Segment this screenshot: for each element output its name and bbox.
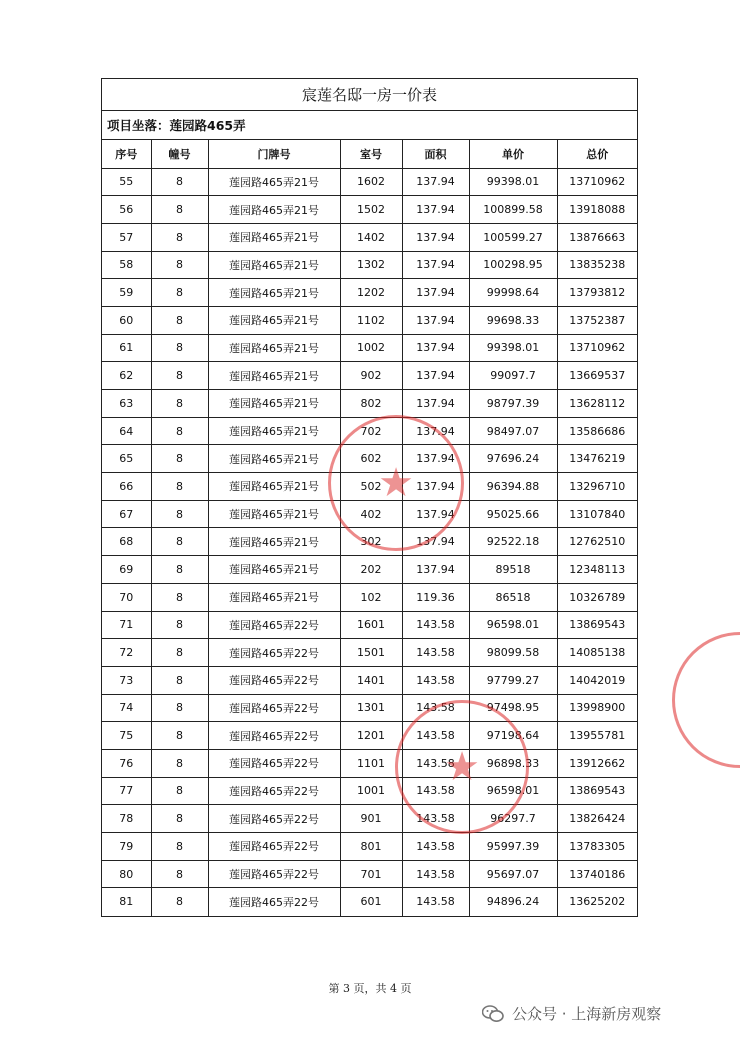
cell-seq: 64 <box>102 417 151 445</box>
cell-address: 莲园路465弄21号 <box>208 528 340 556</box>
cell-seq: 79 <box>102 833 151 861</box>
cell-unit-price: 96394.88 <box>469 473 557 501</box>
cell-room: 1601 <box>340 611 402 639</box>
cell-address: 莲园路465弄22号 <box>208 833 340 861</box>
table-row <box>102 583 637 611</box>
cell-building: 8 <box>151 833 208 861</box>
cell-seq: 67 <box>102 500 151 528</box>
cell-area: 137.94 <box>402 279 469 307</box>
cell-building: 8 <box>151 196 208 224</box>
cell-building: 8 <box>151 611 208 639</box>
cell-unit-price: 98497.07 <box>469 417 557 445</box>
cell-room: 1201 <box>340 722 402 750</box>
cell-room: 402 <box>340 500 402 528</box>
cell-seq: 62 <box>102 362 151 390</box>
cell-area: 137.94 <box>402 417 469 445</box>
header-area: 面积 <box>402 140 469 168</box>
cell-total-price: 12762510 <box>557 528 637 556</box>
cell-address: 莲园路465弄21号 <box>208 334 340 362</box>
cell-total-price: 13625202 <box>557 888 637 916</box>
header-room: 室号 <box>340 140 402 168</box>
cell-total-price: 13869543 <box>557 777 637 805</box>
cell-seq: 73 <box>102 666 151 694</box>
cell-building: 8 <box>151 417 208 445</box>
cell-seq: 72 <box>102 639 151 667</box>
cell-address: 莲园路465弄22号 <box>208 694 340 722</box>
cell-total-price: 13783305 <box>557 833 637 861</box>
table-title: 宸莲名邸一房一价表 <box>102 79 637 111</box>
cell-total-price: 13476219 <box>557 445 637 473</box>
cell-room: 502 <box>340 473 402 501</box>
cell-building: 8 <box>151 777 208 805</box>
cell-total-price: 13752387 <box>557 306 637 334</box>
cell-address: 莲园路465弄21号 <box>208 306 340 334</box>
cell-unit-price: 92522.18 <box>469 528 557 556</box>
cell-building: 8 <box>151 860 208 888</box>
cell-address: 莲园路465弄22号 <box>208 805 340 833</box>
cell-room: 1202 <box>340 279 402 307</box>
cell-area: 137.94 <box>402 196 469 224</box>
cell-address: 莲园路465弄22号 <box>208 749 340 777</box>
cell-building: 8 <box>151 279 208 307</box>
table-row <box>102 279 637 307</box>
cell-building: 8 <box>151 666 208 694</box>
cell-seq: 63 <box>102 390 151 418</box>
cell-area: 143.58 <box>402 860 469 888</box>
table-row <box>102 777 637 805</box>
cell-total-price: 13628112 <box>557 390 637 418</box>
cell-total-price: 13710962 <box>557 168 637 196</box>
cell-unit-price: 95025.66 <box>469 500 557 528</box>
table-row <box>102 196 637 224</box>
header-unit-price: 单价 <box>469 140 557 168</box>
cell-area: 119.36 <box>402 583 469 611</box>
cell-building: 8 <box>151 805 208 833</box>
cell-seq: 70 <box>102 583 151 611</box>
cell-room: 302 <box>340 528 402 556</box>
cell-unit-price: 97498.95 <box>469 694 557 722</box>
cell-seq: 59 <box>102 279 151 307</box>
cell-seq: 66 <box>102 473 151 501</box>
cell-total-price: 13740186 <box>557 860 637 888</box>
cell-unit-price: 95697.07 <box>469 860 557 888</box>
cell-building: 8 <box>151 334 208 362</box>
cell-address: 莲园路465弄22号 <box>208 722 340 750</box>
table-header-row <box>102 140 637 168</box>
cell-address: 莲园路465弄21号 <box>208 500 340 528</box>
cell-building: 8 <box>151 362 208 390</box>
cell-unit-price: 96598.01 <box>469 777 557 805</box>
cell-seq: 75 <box>102 722 151 750</box>
wechat-icon <box>482 1005 504 1023</box>
cell-area: 137.94 <box>402 473 469 501</box>
cell-address: 莲园路465弄21号 <box>208 583 340 611</box>
cell-room: 1402 <box>340 223 402 251</box>
cell-unit-price: 96297.7 <box>469 805 557 833</box>
cell-address: 莲园路465弄21号 <box>208 223 340 251</box>
cell-seq: 58 <box>102 251 151 279</box>
cell-room: 1101 <box>340 749 402 777</box>
cell-area: 137.94 <box>402 500 469 528</box>
cell-seq: 76 <box>102 749 151 777</box>
cell-building: 8 <box>151 639 208 667</box>
cell-area: 143.58 <box>402 833 469 861</box>
cell-unit-price: 100599.27 <box>469 223 557 251</box>
page-footer: 第 3 页，共 4 页 <box>328 982 412 995</box>
table-row <box>102 306 637 334</box>
cell-room: 702 <box>340 417 402 445</box>
cell-room: 202 <box>340 556 402 584</box>
table-row <box>102 639 637 667</box>
cell-address: 莲园路465弄21号 <box>208 362 340 390</box>
cell-seq: 71 <box>102 611 151 639</box>
cell-seq: 65 <box>102 445 151 473</box>
cell-building: 8 <box>151 390 208 418</box>
cell-room: 1302 <box>340 251 402 279</box>
cell-address: 莲园路465弄21号 <box>208 196 340 224</box>
cell-building: 8 <box>151 251 208 279</box>
cell-address: 莲园路465弄22号 <box>208 777 340 805</box>
table-row <box>102 833 637 861</box>
cell-area: 137.94 <box>402 445 469 473</box>
cell-area: 137.94 <box>402 306 469 334</box>
cell-seq: 60 <box>102 306 151 334</box>
table-row <box>102 223 637 251</box>
cell-area: 143.58 <box>402 639 469 667</box>
cell-total-price: 13826424 <box>557 805 637 833</box>
cell-total-price: 13955781 <box>557 722 637 750</box>
cell-total-price: 13869543 <box>557 611 637 639</box>
cell-unit-price: 94896.24 <box>469 888 557 916</box>
cell-room: 902 <box>340 362 402 390</box>
cell-area: 137.94 <box>402 223 469 251</box>
header-seq: 序号 <box>102 140 151 168</box>
cell-room: 1001 <box>340 777 402 805</box>
cell-area: 143.58 <box>402 611 469 639</box>
table-row <box>102 666 637 694</box>
table-row <box>102 362 637 390</box>
cell-room: 802 <box>340 390 402 418</box>
cell-room: 901 <box>340 805 402 833</box>
cell-address: 莲园路465弄22号 <box>208 611 340 639</box>
cell-room: 1401 <box>340 666 402 694</box>
cell-unit-price: 96598.01 <box>469 611 557 639</box>
cell-unit-price: 97696.24 <box>469 445 557 473</box>
cell-unit-price: 99398.01 <box>469 334 557 362</box>
cell-unit-price: 99097.7 <box>469 362 557 390</box>
header-building: 幢号 <box>151 140 208 168</box>
table-row <box>102 805 637 833</box>
cell-area: 137.94 <box>402 362 469 390</box>
cell-address: 莲园路465弄21号 <box>208 251 340 279</box>
cell-address: 莲园路465弄21号 <box>208 556 340 584</box>
table-row <box>102 860 637 888</box>
cell-unit-price: 89518 <box>469 556 557 584</box>
cell-seq: 69 <box>102 556 151 584</box>
cell-address: 莲园路465弄21号 <box>208 417 340 445</box>
table-row <box>102 390 637 418</box>
cell-area: 143.58 <box>402 749 469 777</box>
cell-unit-price: 98099.58 <box>469 639 557 667</box>
cell-address: 莲园路465弄22号 <box>208 860 340 888</box>
cell-address: 莲园路465弄22号 <box>208 666 340 694</box>
cell-area: 137.94 <box>402 168 469 196</box>
red-seal-stamp: ★ <box>395 700 529 834</box>
cell-address: 莲园路465弄21号 <box>208 168 340 196</box>
cell-unit-price: 100899.58 <box>469 196 557 224</box>
cell-area: 143.58 <box>402 888 469 916</box>
cell-seq: 57 <box>102 223 151 251</box>
cell-total-price: 13669537 <box>557 362 637 390</box>
cell-room: 601 <box>340 888 402 916</box>
cell-seq: 55 <box>102 168 151 196</box>
table-row <box>102 168 637 196</box>
table-row <box>102 556 637 584</box>
cell-area: 143.58 <box>402 805 469 833</box>
cell-area: 137.94 <box>402 390 469 418</box>
cell-seq: 61 <box>102 334 151 362</box>
cell-address: 莲园路465弄21号 <box>208 279 340 307</box>
cell-room: 1002 <box>340 334 402 362</box>
cell-area: 143.58 <box>402 694 469 722</box>
cell-building: 8 <box>151 500 208 528</box>
cell-unit-price: 96898.33 <box>469 749 557 777</box>
cell-building: 8 <box>151 528 208 556</box>
cell-unit-price: 99998.64 <box>469 279 557 307</box>
cell-building: 8 <box>151 306 208 334</box>
cell-room: 701 <box>340 860 402 888</box>
red-seal-stamp: ★ <box>328 415 464 551</box>
cell-address: 莲园路465弄21号 <box>208 473 340 501</box>
cell-room: 1602 <box>340 168 402 196</box>
cell-total-price: 12348113 <box>557 556 637 584</box>
cell-seq: 56 <box>102 196 151 224</box>
cell-address: 莲园路465弄22号 <box>208 639 340 667</box>
cell-seq: 68 <box>102 528 151 556</box>
cell-address: 莲园路465弄21号 <box>208 390 340 418</box>
watermark-text: 公众号 · 上海新房观察 <box>512 1005 662 1023</box>
cell-building: 8 <box>151 168 208 196</box>
cell-building: 8 <box>151 749 208 777</box>
cell-room: 1102 <box>340 306 402 334</box>
cell-seq: 80 <box>102 860 151 888</box>
cell-total-price: 13912662 <box>557 749 637 777</box>
watermark <box>482 1003 661 1024</box>
cell-building: 8 <box>151 694 208 722</box>
cell-unit-price: 86518 <box>469 583 557 611</box>
header-total-price: 总价 <box>557 140 637 168</box>
cell-area: 137.94 <box>402 251 469 279</box>
cell-total-price: 13835238 <box>557 251 637 279</box>
cell-total-price: 14085138 <box>557 639 637 667</box>
cell-total-price: 13876663 <box>557 223 637 251</box>
table-row <box>102 251 637 279</box>
table-row <box>102 722 637 750</box>
cell-seq: 78 <box>102 805 151 833</box>
table-row <box>102 694 637 722</box>
cell-address: 莲园路465弄22号 <box>208 888 340 916</box>
cell-unit-price: 98797.39 <box>469 390 557 418</box>
cell-total-price: 13998900 <box>557 694 637 722</box>
cell-area: 137.94 <box>402 334 469 362</box>
cell-building: 8 <box>151 722 208 750</box>
cell-seq: 74 <box>102 694 151 722</box>
cell-building: 8 <box>151 888 208 916</box>
cell-total-price: 13793812 <box>557 279 637 307</box>
cell-address: 莲园路465弄21号 <box>208 445 340 473</box>
cell-total-price: 10326789 <box>557 583 637 611</box>
cell-room: 1501 <box>340 639 402 667</box>
cell-unit-price: 95997.39 <box>469 833 557 861</box>
cell-unit-price: 97799.27 <box>469 666 557 694</box>
cell-total-price: 13586686 <box>557 417 637 445</box>
cell-total-price: 13918088 <box>557 196 637 224</box>
cell-building: 8 <box>151 445 208 473</box>
cell-unit-price: 97198.64 <box>469 722 557 750</box>
cell-building: 8 <box>151 473 208 501</box>
cell-total-price: 13107840 <box>557 500 637 528</box>
cell-area: 137.94 <box>402 528 469 556</box>
table-row <box>102 334 637 362</box>
cell-building: 8 <box>151 583 208 611</box>
cell-area: 143.58 <box>402 666 469 694</box>
cell-unit-price: 100298.95 <box>469 251 557 279</box>
cell-seq: 77 <box>102 777 151 805</box>
header-address: 门牌号 <box>208 140 340 168</box>
cell-total-price: 13710962 <box>557 334 637 362</box>
cell-room: 602 <box>340 445 402 473</box>
table-row <box>102 611 637 639</box>
cell-area: 143.58 <box>402 722 469 750</box>
cell-total-price: 13296710 <box>557 473 637 501</box>
cell-area: 143.58 <box>402 777 469 805</box>
cell-room: 1502 <box>340 196 402 224</box>
table-row <box>102 749 637 777</box>
cell-total-price: 14042019 <box>557 666 637 694</box>
red-seal-stamp <box>672 632 740 768</box>
cell-building: 8 <box>151 556 208 584</box>
cell-room: 801 <box>340 833 402 861</box>
cell-seq: 81 <box>102 888 151 916</box>
cell-unit-price: 99698.33 <box>469 306 557 334</box>
cell-unit-price: 99398.01 <box>469 168 557 196</box>
cell-area: 137.94 <box>402 556 469 584</box>
cell-building: 8 <box>151 223 208 251</box>
cell-room: 1301 <box>340 694 402 722</box>
table-row <box>102 888 637 916</box>
cell-room: 102 <box>340 583 402 611</box>
project-location: 项目坐落：莲园路465弄 <box>102 111 637 140</box>
